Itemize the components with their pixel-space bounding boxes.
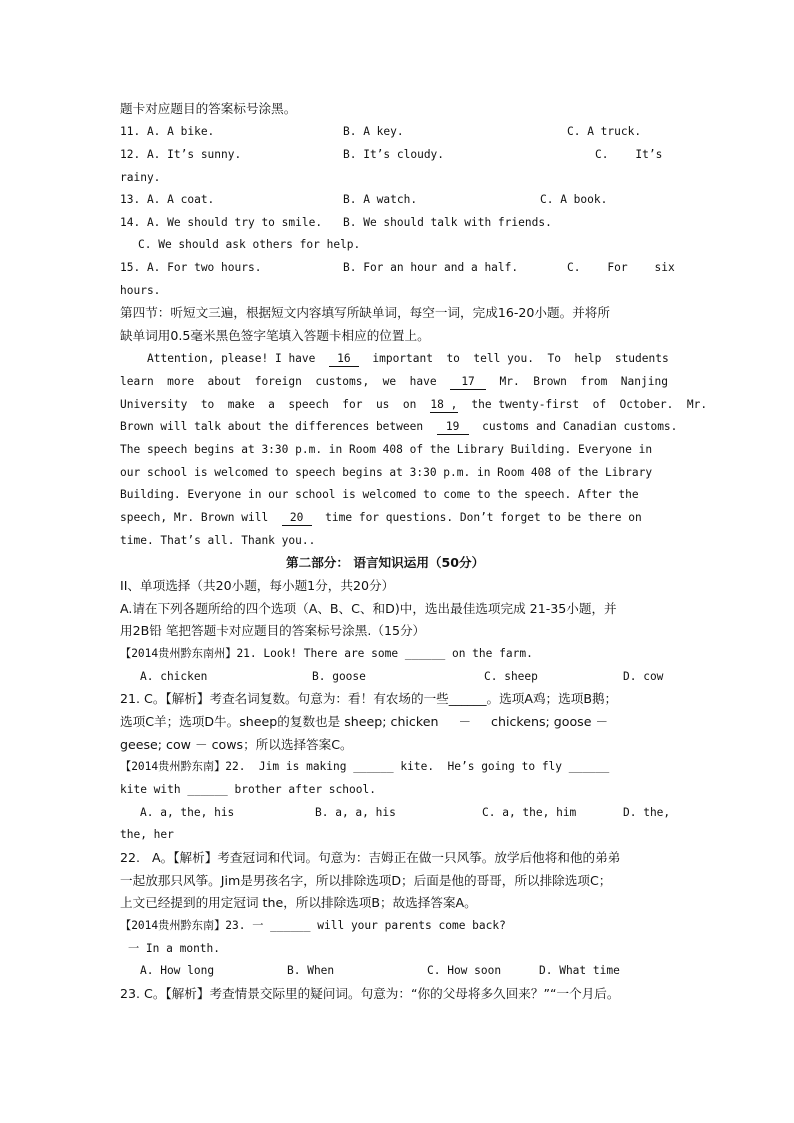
q13-option-a: 13. A. A coat. — [120, 193, 215, 206]
passage-text: Mr. Brown from Nanjing — [499, 375, 668, 388]
section-2-heading: II、单项选择（共20小题，每小题1分，共20分） — [120, 578, 395, 593]
blank-16: 16 — [329, 352, 359, 367]
q21-option-c: C. sheep — [484, 670, 538, 683]
passage-line-5: The speech begins at 3:30 p.m. in Room 408 of the Library Building. Everyone in — [120, 443, 653, 456]
instruction-continued: 题卡对应题目的答案标号涂黑。 — [120, 101, 297, 116]
q13-option-b: B. A watch. — [343, 193, 418, 206]
question-21-stem: 【2014贵州黔东南州】21. Look! There are some ______ on the farm. — [120, 647, 533, 660]
q23-option-a: A. How long — [140, 964, 215, 977]
question-23-stem: 【2014贵州黔东南】23. 一 ______ will your parents come back? — [120, 919, 506, 932]
q21-analysis-continued: 选项C羊；选项D牛。sheep的复数也是 sheep; chicken － chickens; goose － — [120, 714, 609, 729]
q23-analysis: 23. C。【解析】考查情景交际里的疑问词。句意为：“你的父母将多久回来？”“一个月后。 — [120, 986, 620, 1001]
q21-option-a: A. chicken — [140, 670, 208, 683]
passage-text: speech, Mr. Brown will — [120, 511, 269, 524]
question-23-response: 一 In a month. — [128, 942, 221, 955]
passage-text: customs and Canadian customs. — [482, 420, 678, 433]
q22-option-a: A. a, the, his — [140, 806, 235, 819]
q14-option-c: C. We should ask others for help. — [138, 238, 361, 251]
q22-analysis: 22. A。【解析】考查冠词和代词。句意为：吉姆正在做一只风筝。放学后他将和他的弟弟 — [120, 850, 621, 865]
q22-analysis-end: 上文已经提到的用定冠词 the，所以排除选项B；故选择答案A。 — [120, 895, 477, 910]
passage-line-1 — [147, 351, 675, 367]
passage-line-7: Building. Everyone in our school is welcomed to come to the speech. After the — [120, 488, 639, 501]
passage-line-4 — [120, 419, 678, 435]
q15-option-c-continued: hours. — [120, 284, 161, 297]
q12-option-c: C. It’s — [595, 148, 663, 161]
q22-option-d-continued: the, her — [120, 828, 174, 841]
passage-text: the twenty-first of October. Mr. — [471, 398, 708, 411]
section-4-instruction: 第四节：听短文三遍，根据短文内容填写所缺单词，每空一词，完成16-20小题。并将所 — [120, 305, 610, 320]
passage-text: important to tell you. To help students — [372, 352, 669, 365]
passage-line-8 — [120, 510, 675, 526]
passage-line-6: our school is welcomed to speech begins at 3:30 p.m. in Room 408 of the Library — [120, 466, 653, 479]
q12-option-b: B. It’s cloudy. — [343, 148, 445, 161]
question-22-stem: 【2014贵州黔东南】22. Jim is making ______ kite. He’s going to fly ______ — [120, 760, 610, 773]
q22-option-d: D. the, — [623, 806, 671, 819]
q22-analysis-continued: 一起放那只风筝。Jim是男孩名字，所以排除选项D；后面是他的哥哥，所以排除选项C； — [120, 873, 612, 888]
q15-option-b: B. For an hour and a half. — [343, 261, 519, 274]
q15-option-c: C. For six — [567, 261, 675, 274]
passage-line-9: time. That’s all. Thank you.. — [120, 534, 316, 547]
q23-option-c: C. How soon — [427, 964, 502, 977]
q23-option-b: B. When — [287, 964, 335, 977]
question-22-stem-continued: kite with ______ brother after school. — [120, 783, 376, 796]
passage-text: Attention, please! I have — [147, 352, 316, 365]
passage-line-2 — [120, 374, 675, 390]
q14-option-b: B. We should talk with friends. — [343, 216, 552, 229]
passage-text: time for questions. Don’t forget to be there on — [325, 511, 642, 524]
section-a-instruction: A.请在下列各题所给的四个选项（A、B、C、和D)中，选出最佳选项完成 21-35小题，并 — [120, 601, 617, 616]
q21-option-d: D. cow — [623, 670, 664, 683]
passage-text: Brown will talk about the differences between — [120, 420, 424, 433]
q12-option-c-continued: rainy. — [120, 171, 161, 184]
q11-option-c: C. A truck. — [567, 125, 642, 138]
q15-option-a: 15. A. For two hours. — [120, 261, 262, 274]
section-4-instruction-continued: 缺单词用0.5毫米黑色签字笔填入答题卡相应的位置上。 — [120, 328, 430, 343]
q22-option-c: C. a, the, him — [482, 806, 577, 819]
part-2-heading: 第二部分： 语言知识运用（50分） — [286, 555, 485, 570]
q21-analysis-end: geese; cow － cows；所以选择答案C。 — [120, 737, 353, 752]
section-a-instruction-continued: 用2B铅 笔把答题卡对应题目的答案标号涂黑.（15分） — [120, 623, 426, 638]
q13-option-c: C. A book. — [540, 193, 608, 206]
passage-line-3 — [120, 397, 708, 413]
q14-option-a: 14. A. We should try to smile. — [120, 216, 323, 229]
blank-17: 17 — [450, 375, 486, 390]
q12-option-a: 12. A. It’s sunny. — [120, 148, 242, 161]
blank-20: 20 — [282, 511, 312, 526]
passage-text: University to make a speech for us on — [120, 398, 417, 411]
q11-option-b: B. A key. — [343, 125, 404, 138]
q22-option-b: B. a, a, his — [315, 806, 396, 819]
q21-option-b: B. goose — [312, 670, 366, 683]
q11-option-a: 11. A. A bike. — [120, 125, 215, 138]
q21-analysis: 21. C。【解析】考查名词复数。句意为：看！有农场的一些______。选项A鸡；选项B鹅； — [120, 691, 618, 706]
blank-18: 18 , — [430, 398, 458, 411]
q23-option-d: D. What time — [539, 964, 620, 977]
blank-19: 19 — [437, 420, 469, 435]
passage-text: learn more about foreign customs, we have — [120, 375, 437, 388]
